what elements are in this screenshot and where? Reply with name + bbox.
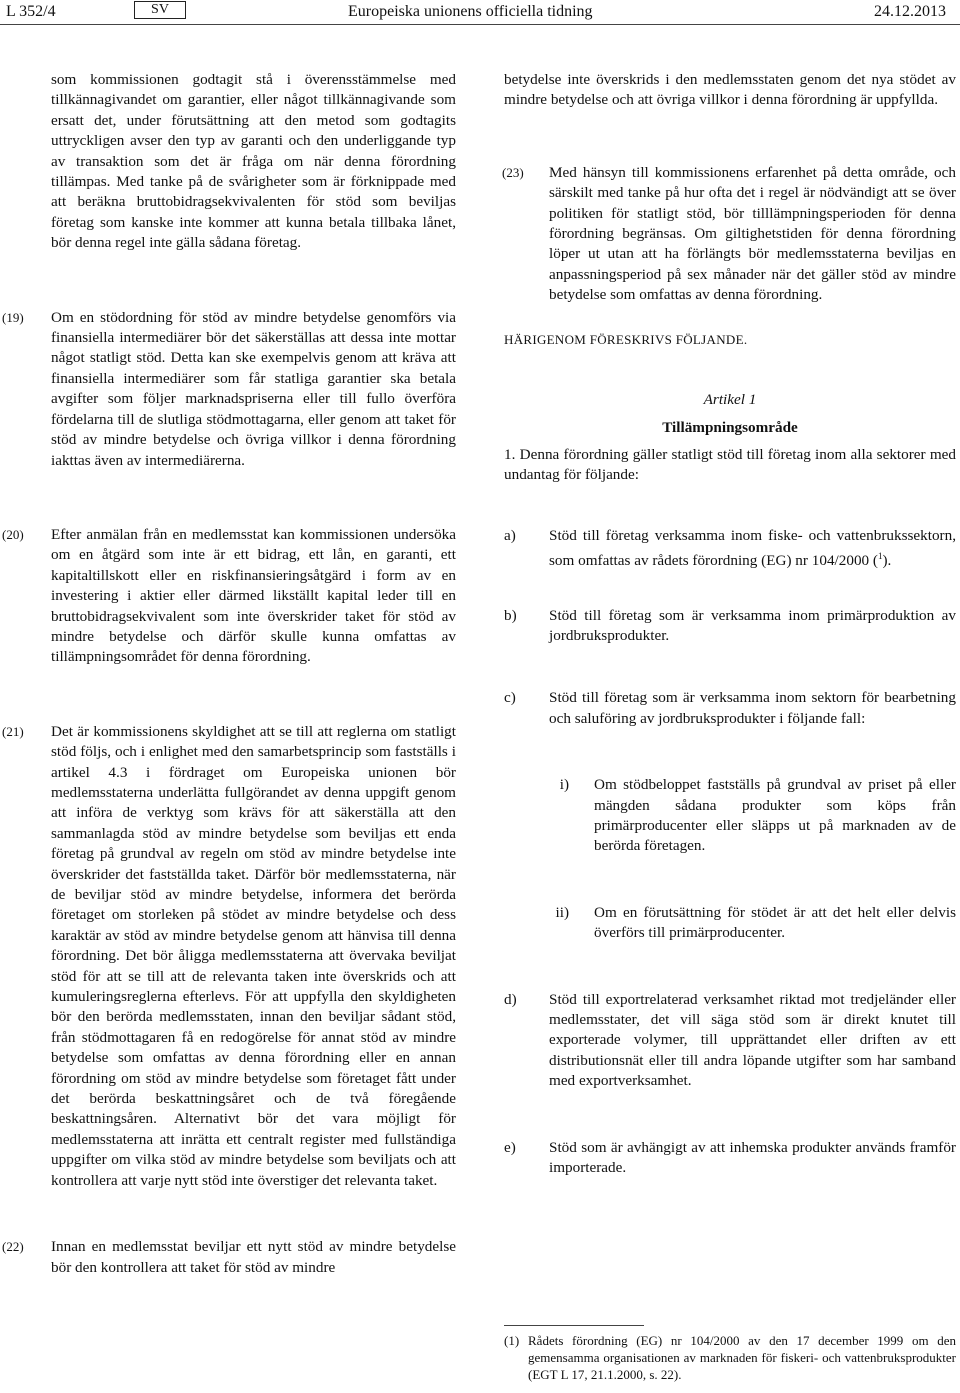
list-text: Stöd till företag verksamma inom fiske- och vattenbrukssektorn, som omfattas av rådets förordning (EG) nr 104/2000 ( xyxy=(549,526,956,570)
list-item-d xyxy=(504,990,956,1092)
footnote-reference: 1 xyxy=(878,551,883,562)
article-title: Artikel 1 xyxy=(703,391,757,409)
list-item-a xyxy=(504,526,956,572)
article-subtitle: Tillämpningsområde xyxy=(662,419,798,437)
list-item-e xyxy=(504,1138,956,1179)
list-text: Stöd till exportrelaterad verksamhet riktad mot tredjeländer eller medlemsstater, det vill säga stöd som är direkt knutet till exporterade volymer, till upprättandet eller driften av ett distributionsnät eller till andra löpande utgifter som har samband med exportverksamhet. xyxy=(549,990,956,1090)
left-column xyxy=(2,70,456,1302)
list-label: a) xyxy=(504,526,516,544)
recital-number: (23) xyxy=(502,164,524,180)
recital-text: Innan en medlemsstat beviljar ett nytt stöd av mindre betydelse bör den kontrollera att taket för stöd av mindre xyxy=(51,1238,456,1276)
recital-number: (19) xyxy=(2,309,24,325)
footnote-mark: (1) xyxy=(504,1333,520,1348)
list-text: Stöd till företag som är verksamma inom primärproduktion av jordbruksprodukter. xyxy=(549,606,956,644)
list-item-c-ii xyxy=(504,903,956,944)
footnote xyxy=(504,1332,956,1383)
recital-text: Det är kommissionens skyldighet att se till att reglerna om statligt stöd följs, och i enlighet med den samarbetsprincip som fastställs i artikel 4.3 i fördraget om Europeiska unionen bör medlemsstaterna underlätta fullgörandet av denna uppgift genom att införa de verktyg som krävs för att säkerställa att den sammanlagda stöd av mindre betydelse som beviljas ett enda företag på grundval av regeln om stöd av mindre betydelse inte överskrider det fastställda taket. Därför bör medlemsstaterna, när de beviljar stöd av mindre betydelse, informera det berörda företaget om storleken på stödet av mindre betydelse och dess karaktär av stöd av mindre betydelse genom att hänvisa till denna förordning. Det bör åligga medlemsstaterna att övervaka beviljat stöd för att se till att de relevanta taken inte överskrids och att kumuleringsreglerna efterlevs. För att uppfylla den skyldigheten bör den berörda medlemsstaten, innan den beviljar sådant stöd, från stödmottagaren få en redogörelse för annat stöd av mindre betydelse som omfattas av denna förordning eller en annan förordning om stöd av mindre betydelse som företaget fått under det berörda beskattningsåret och de två föregående beskattningsåren. Alternativt bör det vara möjligt för medlemsstaterna att inrätta ett centralt register med fullständiga uppgifter om vilka stöd av mindre betydelse som beviljats och att kontrollera att varje nytt stöd inte överstiger det relevanta taket. xyxy=(51,722,456,1189)
list-item-c-i xyxy=(504,775,956,857)
right-column xyxy=(504,70,956,1178)
journal-title: Europeiska unionens officiella tidning xyxy=(348,3,593,20)
list-text-end: ). xyxy=(882,552,892,570)
language-badge: SV xyxy=(134,1,186,19)
footnote-divider xyxy=(504,1325,644,1326)
recital-number: (20) xyxy=(2,526,24,542)
sublist-text: Om stödbeloppet fastställs på grundval av priset på eller mängden sådana produkter som köps från primärproducenter eller släpps ut på marknaden av de berörda företagen. xyxy=(594,776,956,855)
header-divider xyxy=(0,24,960,25)
recital-text: Med hänsyn till kommissionens erfarenhet på detta område, och särskilt med tanke på hur ofta det i regel är nödvändigt att se över politiken för statligt stöd, bör tilllämpningsperioden för denna förordning begränsas. Om giltighetstiden för denna förordning löper ut utan att ha förlängts bör medlemsstaterna beviljas en anpassningsperiod på sex månader när det gäller stöd av mindre betydelse som omfattas av denna förordning. xyxy=(549,163,956,304)
list-item-b xyxy=(504,606,956,647)
recital-text: Efter anmälan från en medlemsstat kan kommissionen undersöka om en åtgärd som inte är ett bidrag, ett lån, en garanti, ett kapitaltillskott eller en riskfinansieringsåtgärd i form av en investering i aktier eller därmed likställt kapital leder till en bruttobidragsekvivalent som inte överskrider taket för stöd av mindre betydelse och därför skulle kunna omfattas av tillämpningsområdet för denna förordning. xyxy=(51,525,456,666)
sublist-text: Om en förutsättning för stödet är att det helt eller delvis överförs till primärproducenter. xyxy=(594,903,956,942)
publication-date: 24.12.2013 xyxy=(874,3,946,20)
recital-21 xyxy=(2,722,456,1191)
sublist-label: ii) xyxy=(555,903,569,921)
recital-20 xyxy=(2,525,456,668)
list-label: b) xyxy=(504,606,517,624)
paragraph-1: 1. Denna förordning gäller statligt stöd till företag inom alla sektorer med undantag för följande: xyxy=(504,445,956,484)
list-label: c) xyxy=(504,689,516,707)
footnote-text: Rådets förordning (EG) nr 104/2000 av den 17 december 1999 om den gemensamma organisationen av marknaden för fiskeri- och vattenbruksprodukter (EGT L 17, 21.1.2000, s. 22). xyxy=(528,1333,956,1382)
list-text: Stöd som är avhängigt av att inhemska produkter används framför importerade. xyxy=(549,1138,956,1177)
enacting-formula: HÄRIGENOM FÖRESKRIVS FÖLJANDE. xyxy=(504,331,748,347)
recital-text: Om en stödordning för stöd av mindre betydelse genomförs via finansiella intermediärer bör det säkerställas att dessa inte mottar något statligt stöd. Detta kan ske exempelvis genom att kräva att finansiella intermediärer som får statliga garantier ska betala avgifter som följer marknadspriserna eller till fullo överföra fördelarna till de slutliga stödmottagarna, eller genom att taket för stöd av mindre betydelse och övriga villkor i denna förordning iakttas även av intermediärerna. xyxy=(51,308,456,469)
list-label: d) xyxy=(504,990,517,1008)
recital-number: (22) xyxy=(2,1239,24,1255)
recital-22 xyxy=(2,1237,456,1278)
continued-paragraph: betydelse inte överskrids i den medlemsstaten genom det nya stödet av mindre betydelse och att övriga villkor i denna förordning är uppfyllda. xyxy=(504,71,956,109)
page-reference: L 352/4 xyxy=(6,3,56,20)
page-header xyxy=(0,0,960,26)
sublist-label: i) xyxy=(559,776,569,794)
recital-19 xyxy=(2,308,456,471)
list-item-c xyxy=(504,688,956,729)
list-label: e) xyxy=(504,1138,516,1156)
intro-paragraph: som kommissionen godtagit stå i överensstämmelse med tillkännagivandet om garantier, eller något tillkännagivande som ersatt det, under förutsättning att den metod som godtagits uttryckligen avser den typ av garanti och den underliggande typ av transaktion som det är fråga om när denna förordning tillämpas. Med tanke på de svårigheter som är förknippade med att beräkna bruttobidragsekvivalenten för stöd som beviljas företag som kanske inte kommer att kunna betala tillbaka lånet, bör denna regel inte gälla sådana företag. xyxy=(51,71,456,252)
recital-number: (21) xyxy=(2,723,24,739)
list-text: Stöd till företag som är verksamma inom sektorn för bearbetning och saluföring av jordbruksprodukter i följande fall: xyxy=(549,689,956,727)
recital-23 xyxy=(504,163,956,306)
